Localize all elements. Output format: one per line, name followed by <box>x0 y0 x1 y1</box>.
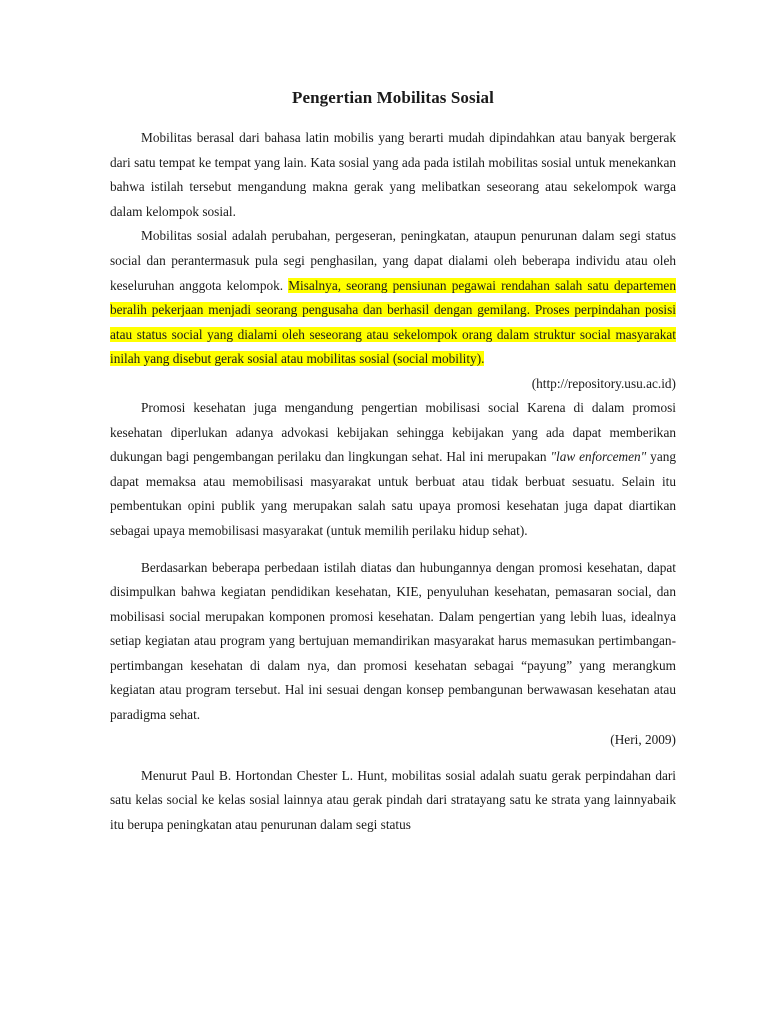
paragraph-3 <box>110 396 676 544</box>
paragraph-1: Mobilitas berasal dari bahasa latin mobilis yang berarti mudah dipindahkan atau banyak bergerak dari satu tempat ke tempat yang lain. Kata sosial yang ada pada istilah mobilitas sosial untuk menekankan bahwa istilah tersebut mengandung makna gerak yang melibatkan seseorang atau sekelompok warga dalam kelompok sosial. <box>110 130 676 219</box>
citation-repository: (http://repository.usu.ac.id) <box>531 375 676 391</box>
paragraph-2 <box>110 224 676 372</box>
page-title: Pengertian Mobilitas Sosial <box>292 88 494 107</box>
paragraph-3-text-b: yang dapat memaksa atau memobilisasi masyarakat untuk berbuat atau tidak berbuat sesuatu. Selain itu pembentukan opini publik yang merupakan salah satu upaya promosi kesehatan juga dapat diartikan sebagai upaya memobilisasi masyarakat (untuk memilih perilaku hidup sehat). <box>110 449 677 538</box>
paragraph-3-text-a: Promosi kesehatan juga mengandung pengertian mobilisasi social Karena di dalam promosi kesehatan diperlukan adanya advokasi kebijakan sehingga kebijakan yang ada dapat memberikan dukungan bagi pengembangan perilaku dan lingkungan sehat. Hal ini merupakan <box>110 399 676 465</box>
paragraph-4: Berdasarkan beberapa perbedaan istilah diatas dan hubungannya dengan promosi kesehatan, dapat disimpulkan bahwa kegiatan pendidikan kesehatan, KIE, penyuluhan kesehatan, pemasaran social, dan mobilisasi social merupakan komponen promosi kesehatan. Dalam pengertian yang lebih luas, idealnya setiap kegiatan atau program yang bertujuan memandirikan masyarakat harus memasukan pertimbangan-pertimbangan kesehatan di dalam nya, dan promosi kesehatan sebagai “payung” yang merangkum kegiatan atau program tersebut. Hal ini sesuai dengan konsep pembangunan berwawasan kesehatan atau paradigma sehat. <box>110 559 676 723</box>
italic-term: "law enforcemen" <box>550 449 647 465</box>
highlighted-text: Misalnya, seorang pensiunan pegawai rendahan salah satu departemen beralih pekerjaan menjadi seorang pengusaha dan berhasil dengan gemilang. Proses perpindahan posisi atau status social yang dialami oleh seseorang atau sekelompok orang dalam struktur social masyarakat inilah yang disebut gerak sosial atau mobilitas sosial (social mobility). <box>110 277 676 367</box>
citation-heri: (Heri, 2009) <box>610 731 676 747</box>
paragraph-5: Menurut Paul B. Hortondan Chester L. Hunt, mobilitas sosial adalah suatu gerak perpindahan dari satu kelas social ke kelas sosial lainnya atau gerak pindah dari stratayang satu ke strata yang lainnyabaik itu berupa peningkatan atau penurunan dalam segi status <box>110 767 676 832</box>
paragraph-2-text: Mobilitas sosial adalah perubahan, pergeseran, peningkatan, ataupun penurunan dalam segi status social dan perantermasuk pula segi penghasilan, yang dapat dialami oleh beberapa individu atau oleh keseluruhan anggota kelompok. <box>110 228 676 293</box>
